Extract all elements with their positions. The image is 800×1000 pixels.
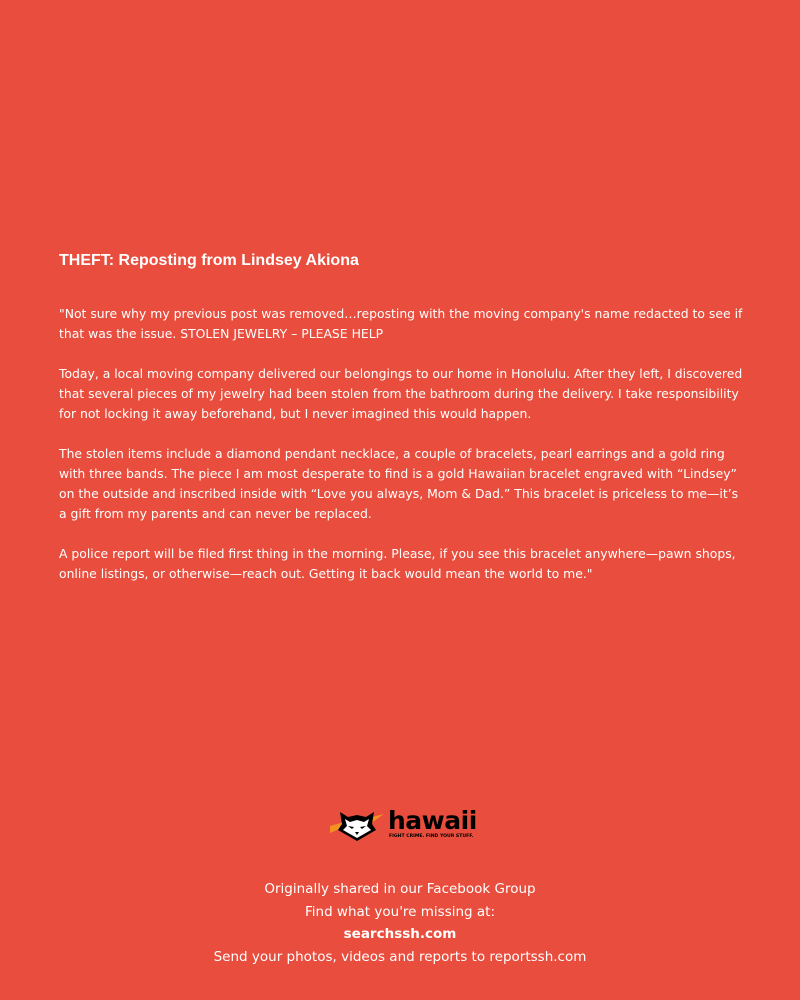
post-paragraph-4: A police report will be filed first thing in the morning. Please, if you see this bracelet anywhere—pawn shops, online listings, or otherwise—reach out. Getting it back would mean the world to me." — [59, 546, 736, 581]
wolf-head-icon — [328, 806, 386, 844]
post-paragraph-3: The stolen items include a diamond pendant necklace, a couple of bracelets, pearl earrings and a gold ring with three bands. The piece I am most desperate to find is a gold Hawaiian bracelet engraved with “Lindsey” on the outside and inscribed inside with “Love you always, Mom & Dad.” This bracelet is priceless to me—it’s a gift from my parents and can never be replaced. — [59, 446, 739, 521]
logo-wordmark: hawaii — [388, 806, 477, 835]
brand-logo — [328, 806, 478, 844]
footer-facebook-note: Originally shared in our Facebook Group — [264, 881, 536, 897]
footer-report-note: Send your photos, videos and reports to reportssh.com — [213, 948, 587, 965]
post-paragraph-2: Today, a local moving company delivered our belongings to our home in Honolulu. After they left, I discovered that several pieces of my jewelry had been stolen from the bathroom during the delivery. I take responsibility for not locking it away beforehand, but I never imagined this would happen. — [59, 366, 743, 421]
post-title: THEFT: Reposting from Lindsey Akiona — [59, 252, 359, 269]
footer-search-link[interactable]: searchssh.com — [343, 926, 457, 942]
footer-find-note: Find what you're missing at: — [304, 903, 496, 920]
logo-tagline: FIGHT CRIME. FIND YOUR STUFF. — [389, 834, 474, 839]
footer — [0, 878, 800, 968]
post-paragraph-1: "Not sure why my previous post was removed…reposting with the moving company's name redacted to see if that was the issue. STOLEN JEWELRY – PLEASE HELP — [59, 306, 743, 341]
post — [59, 251, 749, 604]
